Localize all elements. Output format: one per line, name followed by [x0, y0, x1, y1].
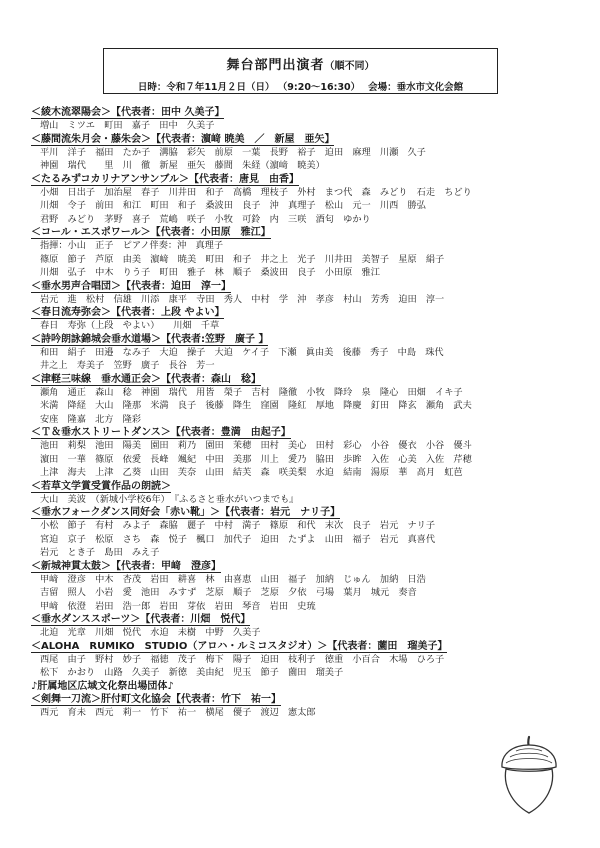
group-title: ＜新城神貫太鼓＞【代表者：甲﨑 澄彦】	[31, 560, 221, 572]
group-title: ＜垂水フォークダンス同好会「赤い靴」＞【代表者：岩元 ナリ子】	[31, 507, 341, 518]
performer-group	[31, 640, 571, 680]
member-line: 甲﨑 依澄 岩田 浩一郎 岩田 芽依 岩田 琴音 岩田 史琉	[40, 600, 316, 612]
performer-group	[31, 613, 571, 640]
title-note: （順不同）	[324, 61, 375, 72]
member-line: 松下 かおり 山路 久美子 新徳 美由紀 児玉 節子 薗田 瑠美子	[40, 667, 344, 678]
group-title: ＜剣舞一刀流＞肝付町文化協会【代表者：竹下 祐一】	[31, 693, 281, 705]
program-title	[104, 54, 497, 73]
performer-group	[31, 306, 571, 333]
performer-list	[31, 106, 571, 719]
group-title: ＜津軽三味線 垂水通正会＞【代表者：森山 稔】	[31, 373, 261, 385]
member-line: 瀬角 通正 森山 稔 神園 瑞代 用皆 榮子 吉村 隆徹 小牧 降玲 泉 隆心 田畑 イキ子	[40, 386, 463, 398]
group-heading	[31, 693, 571, 706]
group-title: ＜垂水ダンススポーツ＞【代表者：川畑 悦代】	[31, 614, 251, 625]
group-title: ＜コール・エスポワール＞【代表者：小田原 雅江】	[31, 227, 271, 238]
performer-group	[31, 480, 571, 507]
member-line: 吉留 照人 小岩 愛 池田 みすず 芝原 順子 芝原 夕依 弓場 葉月 城元 奏音	[40, 587, 417, 598]
member-line: 池田 莉梨 池田 陽美 園田 莉乃 園田 茉穂 田村 美心 田村 彩心 小谷 優衣 小谷 優斗	[40, 440, 472, 451]
group-title: ＜詩吟朗詠錦城会垂水道場＞【代表者:笠野 廣子 】	[31, 333, 269, 345]
member-line: 上津 海夫 上津 乙葵 山田 芙奈 山田 結芙 森 咲美梨 水迫 結南 湯原 華 高月 虹芭	[40, 467, 463, 478]
member-line: 小畑 日出子 加治屋 春子 川井田 和子 高橋 理枝子 外村 まつ代 森 みどり 石走 ちどり	[40, 186, 472, 198]
group-heading	[31, 640, 571, 653]
group-heading	[31, 373, 571, 386]
group-heading	[31, 506, 571, 519]
member-line: 甲﨑 澄彦 中木 杏茂 岩田 耕喜 林 由喜恵 山田 福子 加納 じゅん 加納 日浩	[40, 573, 426, 585]
member-line: 小松 節子 有村 みよ子 森脇 麗子 中村 満子 篠原 和代 末次 良子 岩元 ナリ子	[40, 520, 436, 531]
group-heading	[31, 173, 571, 186]
member-line: 増山 ミツエ 町田 嘉子 田中 久美子	[40, 120, 215, 131]
group-heading	[31, 613, 571, 626]
member-line: 西尾 由子 野村 妙子 福徳 茂子 梅下 陽子 迫田 枝利子 徳重 小百合 木場 ひろ子	[40, 653, 445, 665]
acorn-illustration	[497, 733, 561, 817]
performer-group	[31, 506, 571, 560]
performer-group	[31, 106, 571, 133]
performer-group	[31, 560, 571, 614]
member-line: 宮迫 京子 松原 さち 森 悦子 楓口 加代子 迫田 たずよ 山田 福子 岩元 真喜代	[40, 533, 436, 545]
program-header-box	[103, 48, 498, 94]
regional-heading	[31, 680, 571, 693]
event-info	[104, 79, 497, 93]
performer-group	[31, 333, 571, 373]
member-line: 神園 瑞代 里 川 徹 新屋 亜矢 藤間 朱経（濵﨑 暁美）	[40, 160, 325, 171]
group-title: ＜藤間流朱月会・藤朱会＞【代表者：濵﨑 暁美 ／ 新屋 亜矢】	[31, 133, 335, 145]
performer-group	[31, 280, 571, 307]
member-line: 岩元 進 松村 信雄 川添 康平 寺田 秀人 中村 学 沖 孝彦 村山 芳秀 迫田 淳一	[40, 293, 445, 305]
member-line: 井之上 寿美子 笠野 廣子 長谷 芳一	[40, 360, 215, 371]
group-heading	[31, 426, 571, 439]
group-title: ＜たるみずコカリナアンサンブル＞【代表者：唐見 由香】	[31, 173, 299, 185]
performer-group	[31, 426, 571, 480]
member-line: 岩元 とき子 島田 みえ子	[40, 547, 160, 558]
event-date: 日時：令和７年11月２日（日）	[137, 82, 275, 93]
member-line: 指揮：小山 正子 ピアノ伴奏：沖 真理子	[40, 240, 224, 251]
performer-group	[31, 226, 571, 280]
member-line: 北迫 光章 川畑 悦代 水迫 未樹 中野 久美子	[40, 627, 261, 638]
performer-group	[31, 173, 571, 227]
event-time: （9:20～16:30）	[282, 82, 361, 93]
member-line: 西元 育未 西元 莉一 竹下 祐一 横尾 優子 渡辺 憲太郎	[40, 706, 316, 718]
group-heading	[31, 106, 571, 119]
member-line: 川畑 令子 前田 和江 町田 和子 桑波田 良子 沖 真理子 松山 元一 川西 勝弘	[40, 200, 426, 211]
member-line: 篠原 節子 芦原 由美 濵﨑 暁美 町田 和子 井之上 光子 川井田 美智子 星原 絹子	[40, 253, 445, 265]
member-line: 安座 隆嘉 北方 隆彩	[40, 413, 142, 425]
performer-group	[31, 693, 571, 720]
group-heading	[31, 226, 571, 239]
event-venue: 会場：垂水市文化会館	[368, 82, 464, 93]
group-heading	[31, 333, 571, 346]
group-heading	[31, 280, 571, 293]
member-line: 春日 寿弥（上段 やよい） 川畑 千草	[40, 320, 220, 331]
member-line: 和田 絹子 田邉 なみ子 大迫 操子 大迫 ケイ子 下瀬 眞由美 後藤 秀子 中島 珠代	[40, 346, 444, 358]
performer-group	[31, 133, 571, 173]
member-line: 大山 美波 （新城小学校6年） 『ふるさと垂水がいつまでも』	[40, 493, 299, 505]
group-heading	[31, 560, 571, 573]
member-line: 君野 みどり 茅野 喜子 荒嶋 咲子 小牧 可鈴 内 三咲 酒匂 ゆかり	[40, 213, 371, 225]
member-line: 川畑 弘子 中木 りう子 町田 雅子 林 順子 桑波田 良子 小田原 雅江	[40, 267, 380, 278]
title-text: 舞台部門出演者	[226, 58, 325, 73]
group-title: ＜春日流寿弥会＞【代表者：上段 やよい】	[31, 307, 225, 318]
regional-section	[31, 680, 571, 693]
group-title: ＜ALOHA RUMIKO STUDIO（アロハ・ルミコスタジオ）＞【代表者：薗田 瑠美子】	[31, 640, 448, 652]
performer-group	[31, 373, 571, 427]
member-line: 濵田 一華 篠原 依愛 長峰 颯紀 中田 美那 川上 愛乃 脇田 歩眸 入佐 心美 入佐 芹穂	[40, 453, 472, 465]
group-title: ＜垂水男声合唱団＞【代表者：迫田 淳一】	[31, 280, 231, 292]
member-line: 平川 洋子 福田 たか子 溝脇 彩矢 前原 一葉 長野 裕子 迫田 麻理 川瀬 久子	[40, 146, 426, 158]
member-line: 米満 降経 大山 隆那 米満 良子 後藤 降生 窪園 隆紅 厚地 降慶 釘田 降玄 瀬角 武夫	[40, 400, 472, 411]
regional-title: ♪肝属地区広域文化祭出場団体♪	[31, 680, 174, 692]
group-heading	[31, 480, 571, 493]
group-title: ＜若草文学賞受賞作品の朗読＞	[31, 480, 171, 492]
group-heading	[31, 306, 571, 319]
group-title: ＜Ｔ＆垂水ストリートダンス＞【代表者：豊満 由起子】	[31, 427, 291, 438]
group-heading	[31, 133, 571, 146]
group-title: ＜綾木流翠陽会＞【代表者：田中 久美子】	[31, 107, 225, 118]
